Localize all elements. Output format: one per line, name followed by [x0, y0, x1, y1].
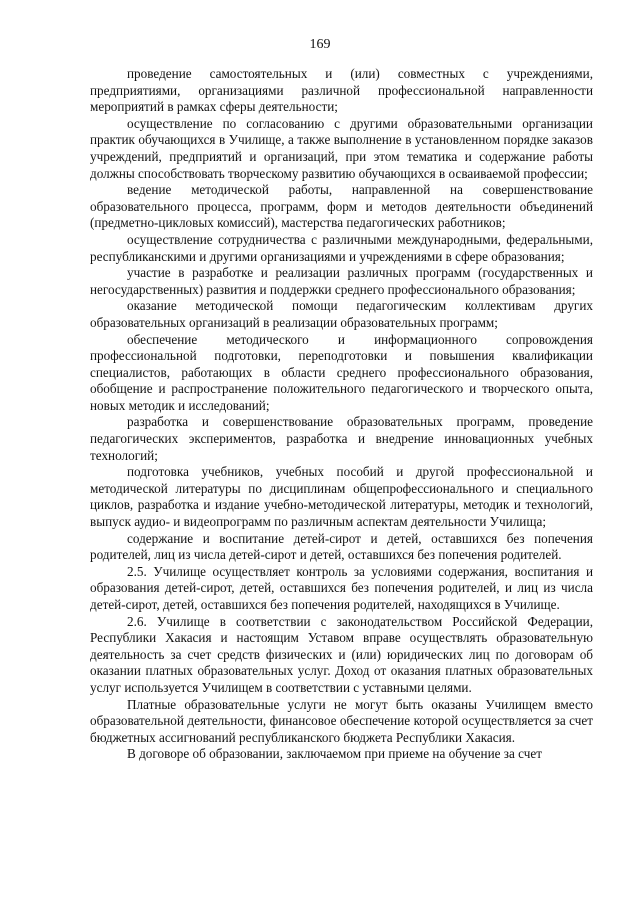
paragraph: обеспечение методического и информационного сопровождения профессиональной подготовки, переподготовки и повышения квалификации специалистов, работающих в области среднего профессионального образования, обобщение и распространение положительного педагогического и творческого опыта, новых методик и исследований; — [90, 331, 593, 413]
paragraph: содержание и воспитание детей-сирот и детей, оставшихся без попечения родителей, лиц из числа детей-сирот и детей, оставшихся без попечения родителей. — [90, 530, 593, 563]
paragraph: осуществление сотрудничества с различными международными, федеральными, республиканскими и другими организациями и учреждениями в сфере образования; — [90, 231, 593, 264]
paragraph: участие в разработке и реализации различных программ (государственных и негосударственных) развития и поддержки среднего профессионального образования; — [90, 265, 593, 297]
page-number: 169 — [309, 37, 331, 52]
paragraph: 2.5. Училище осуществляет контроль за условиями содержания, воспитания и образования детей-сирот, детей, оставшихся без попечения родителей, и лиц из числа детей-сирот, детей, оставшихся без попечения родителей, находящихся в Училище. — [90, 563, 593, 612]
paragraph: проведение самостоятельных и (или) совместных с учреждениями, предприятиями, организациями различной профессиональной направленности мероприятий в рамках сферы деятельности; — [90, 66, 593, 115]
paragraph: подготовка учебников, учебных пособий и другой профессиональной и методической литературы по дисциплинам общепрофессионального и специального циклов, разработка и издание учебно-методической литературы, методик и технологий, выпуск аудио- и видеопрограмм по различным аспектам деятельности Училища; — [90, 464, 593, 530]
paragraph: оказание методической помощи педагогическим коллективам других образовательных организаций в реализации образовательных программ; — [90, 298, 593, 330]
document-body — [90, 66, 593, 763]
paragraph: 2.6. Училище в соответствии с законодательством Российской Федерации, Республики Хакасия и настоящим Уставом вправе осуществлять образовательную деятельность за счет средств физических и (или) юридических лиц по договорам об оказании платных образовательных услуг. Доход от оказания платных образовательных услуг используется Училищем в соответствии с уставными целями. — [90, 613, 593, 695]
paragraph: В договоре об образовании, заключаемом при приеме на обучение за счет — [127, 746, 542, 762]
paragraph: разработка и совершенствование образовательных программ, проведение педагогических экспериментов, разработка и внедрение инновационных учебных технологий; — [90, 414, 593, 463]
paragraph: осуществление по согласованию с другими образовательными организации практик обучающихся в Училище, а также выполнение в установленном порядке заказов учреждений, предприятий и организаций, при этом тематика и содержание работы должны способствовать творческому развитию обучающихся в осваиваемой профессии; — [90, 115, 593, 181]
paragraph: ведение методической работы, направленной на совершенствование образовательного процесса, программ, форм и методов деятельности объединений (предметно-цикловых комиссий), мастерства педагогических работников; — [90, 182, 593, 231]
paragraph: Платные образовательные услуги не могут быть оказаны Училищем вместо образовательной деятельности, финансовое обеспечение которой осуществляется за счет бюджетных ассигнований республиканского бюджета Республики Хакасия. — [90, 696, 593, 745]
